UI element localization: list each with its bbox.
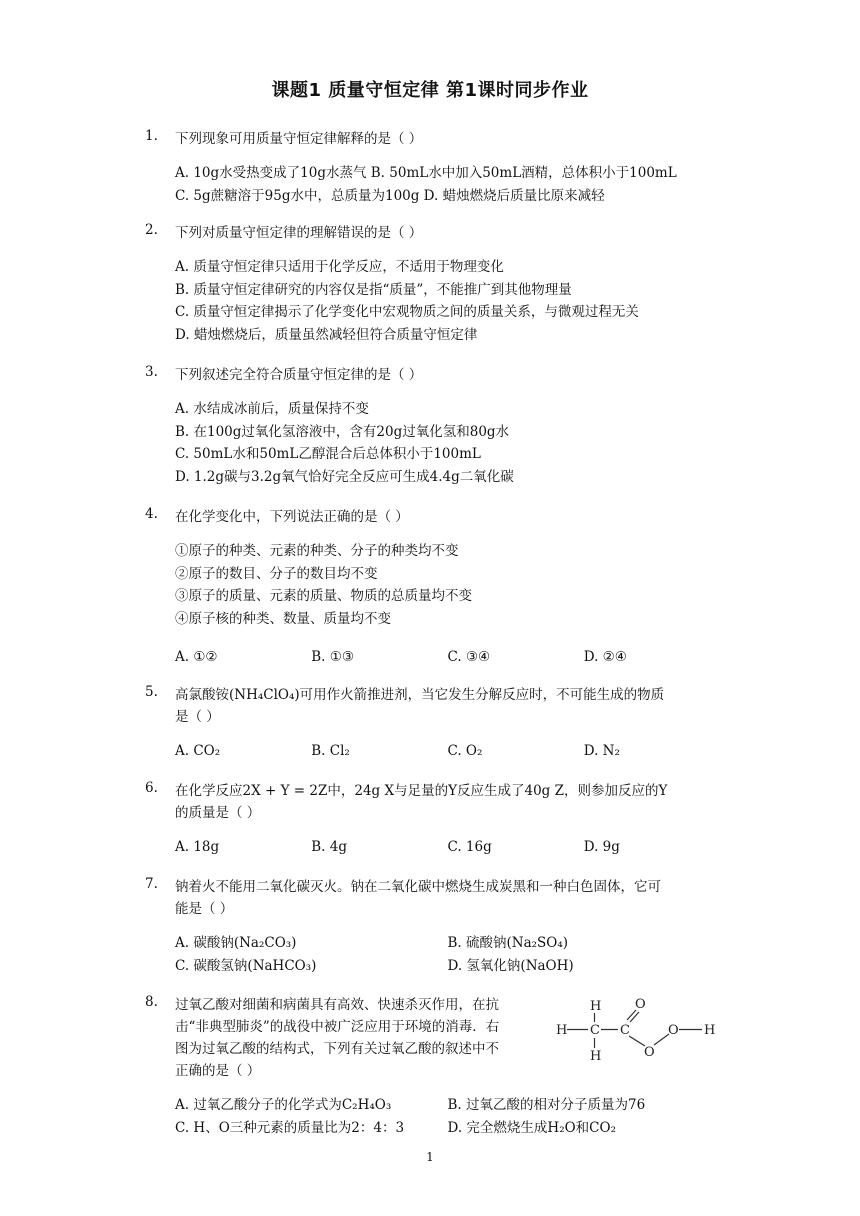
bond-o-o: [654, 1034, 669, 1045]
statement-3: ③原子的质量、元素的质量、物质的总质量均不变: [175, 588, 472, 604]
question-6: [145, 780, 720, 859]
option-d: D. 完全燃烧生成H₂O和CO₂: [447, 1119, 616, 1136]
option-b: B. 硫酸钠(Na₂SO₄): [447, 935, 569, 951]
question-stem: 下列现象可用质量守恒定律解释的是（ ）: [175, 131, 423, 147]
option-line: C. 5g蔗糖溶于95g水中，总质量为100g D. 蜡烛燃烧后质量比原来减轻: [175, 187, 605, 204]
stem-line-1: 钠着火不能用二氧化碳灭火。钠在二氧化碳中燃烧生成炭黑和一种白色固体，它可: [175, 879, 661, 895]
atom-o-carbonyl: O: [635, 998, 646, 1012]
option-c: C. H、O三种元素的质量比为2：4：3: [175, 1119, 405, 1136]
question-number: 6.: [145, 780, 158, 796]
question-stem: 下列叙述完全符合质量守恒定律的是（ ）: [175, 367, 423, 383]
atom-o-hydroxyl: O: [668, 1023, 679, 1038]
stem-line-4: 正确的是（ ）: [175, 1063, 261, 1079]
question-number: 2.: [145, 222, 158, 238]
statement-4: ④原子核的种类、数量、质量均不变: [175, 610, 391, 627]
option-a: A. 18g: [175, 839, 220, 855]
option-a: A. 过氧乙酸分子的化学式为C₂H₄O₃: [175, 1097, 392, 1113]
question-stem: [175, 780, 720, 824]
option-d: D. 1.2g碳与3.2g氧气恰好完全反应可生成4.4g二氧化碳: [175, 468, 514, 485]
atom-h-right: H: [704, 1023, 716, 1038]
option-b: B. 过氧乙酸的相对分子质量为76: [447, 1097, 646, 1113]
option-d: D. 蜡烛燃烧后，质量虽然减轻但符合质量守恒定律: [175, 326, 478, 343]
question-stem: 在化学变化中，下列说法正确的是（ ）: [175, 509, 409, 525]
option-a: A. 质量守恒定律只适用于化学反应，不适用于物理变化: [175, 259, 504, 275]
atom-h-bottom: H: [590, 1049, 602, 1064]
statement-1: ①原子的种类、元素的种类、分子的种类均不变: [175, 543, 459, 559]
options: [175, 646, 720, 669]
question-stem: [175, 684, 720, 728]
stem-line-1: 过氧乙酸对细菌和病菌具有高效、快速杀灭作用，在抗: [175, 997, 499, 1013]
atom-h-left: H: [556, 1023, 568, 1038]
question-number: 4.: [145, 506, 158, 522]
question-stem: [175, 876, 720, 920]
bond-c-o-double-1: [627, 1010, 636, 1020]
options: [175, 740, 720, 763]
options: [175, 398, 720, 488]
atom-c-2: C: [620, 1023, 630, 1038]
question-number: 5.: [145, 684, 158, 700]
question-7: [145, 876, 720, 977]
options: [175, 1094, 720, 1139]
option-b: B. 质量守恒定律研究的内容仅是指“质量”，不能推广到其他物理量: [175, 281, 572, 298]
question-5: [145, 684, 720, 763]
question-stem: 下列对质量守恒定律的理解错误的是（ ）: [175, 225, 423, 241]
option-c: C. ③④: [447, 649, 491, 665]
option-d: D. 9g: [583, 839, 620, 855]
question-3: [145, 364, 720, 488]
option-c: C. O₂: [447, 743, 483, 759]
peracetic-acid-structure-diagram: [548, 998, 728, 1068]
atom-o-ether: O: [644, 1045, 655, 1060]
options: [175, 836, 720, 859]
question-number: 8.: [145, 994, 158, 1010]
options: [175, 256, 720, 346]
option-b: B. Cl₂: [311, 743, 350, 759]
question-2: [145, 222, 720, 346]
option-c: C. 16g: [447, 839, 492, 855]
options: [175, 932, 720, 977]
stem-line-2: 能是（ ）: [175, 901, 234, 917]
atom-h-top: H: [590, 999, 602, 1014]
options: [175, 162, 720, 207]
question-number: 7.: [145, 876, 158, 892]
option-d: D. N₂: [583, 743, 620, 759]
option-a: A. 碳酸钠(Na₂CO₃): [175, 935, 297, 951]
option-d: D. 氢氧化钠(NaOH): [447, 957, 574, 974]
question-number: 3.: [145, 364, 158, 380]
option-b: B. 在100g过氧化氢溶液中，含有20g过氧化氢和80g水: [175, 423, 510, 440]
option-line: A. 10g水受热变成了10g水蒸气 B. 50mL水中加入50mL酒精，总体积小于100mL: [175, 165, 677, 181]
page-number: 1: [426, 1150, 434, 1164]
option-a: A. CO₂: [175, 743, 221, 759]
option-c: C. 碳酸氢钠(NaHCO₃): [175, 957, 317, 974]
bond-c-o-ether: [629, 1036, 645, 1046]
option-b: B. 4g: [311, 839, 347, 855]
statement-2: ②原子的数目、分子的数目均不变: [175, 565, 378, 582]
question-1: [145, 128, 720, 207]
option-d: D. ②④: [583, 649, 627, 665]
stem-line-1: 在化学反应2X + Y = 2Z中，24g X与足量的Y反应生成了40g Z，则参加反应的Y: [175, 783, 668, 799]
option-a: A. 水结成冰前后，质量保持不变: [175, 401, 369, 417]
question-number: 1.: [145, 128, 158, 144]
question-4: [145, 506, 720, 669]
option-b: B. ①③: [311, 649, 354, 665]
statements: [175, 540, 720, 630]
stem-line-2: 击“非典型肺炎”的战役中被广泛应用于环境的消毒．右: [175, 1019, 500, 1035]
option-c: C. 50mL水和50mL乙醇混合后总体积小于100mL: [175, 446, 481, 462]
stem-line-2: 是（ ）: [175, 709, 220, 725]
stem-line-2: 的质量是（ ）: [175, 805, 261, 821]
option-a: A. ①②: [175, 649, 218, 665]
stem-line-1: 高氯酸铵(NH₄ClO₄)可用作火箭推进剂，当它发生分解反应时，不可能生成的物质: [175, 687, 665, 703]
option-c: C. 质量守恒定律揭示了化学变化中宏观物质之间的质量关系，与微观过程无关: [175, 304, 639, 320]
stem-line-3: 图为过氧乙酸的结构式，下列有关过氧乙酸的叙述中不: [175, 1041, 499, 1057]
bond-c-o-double-2: [630, 1012, 639, 1022]
atom-c-1: C: [590, 1023, 600, 1038]
page-title: 课题1 质量守恒定律 第1课时同步作业: [271, 80, 589, 101]
